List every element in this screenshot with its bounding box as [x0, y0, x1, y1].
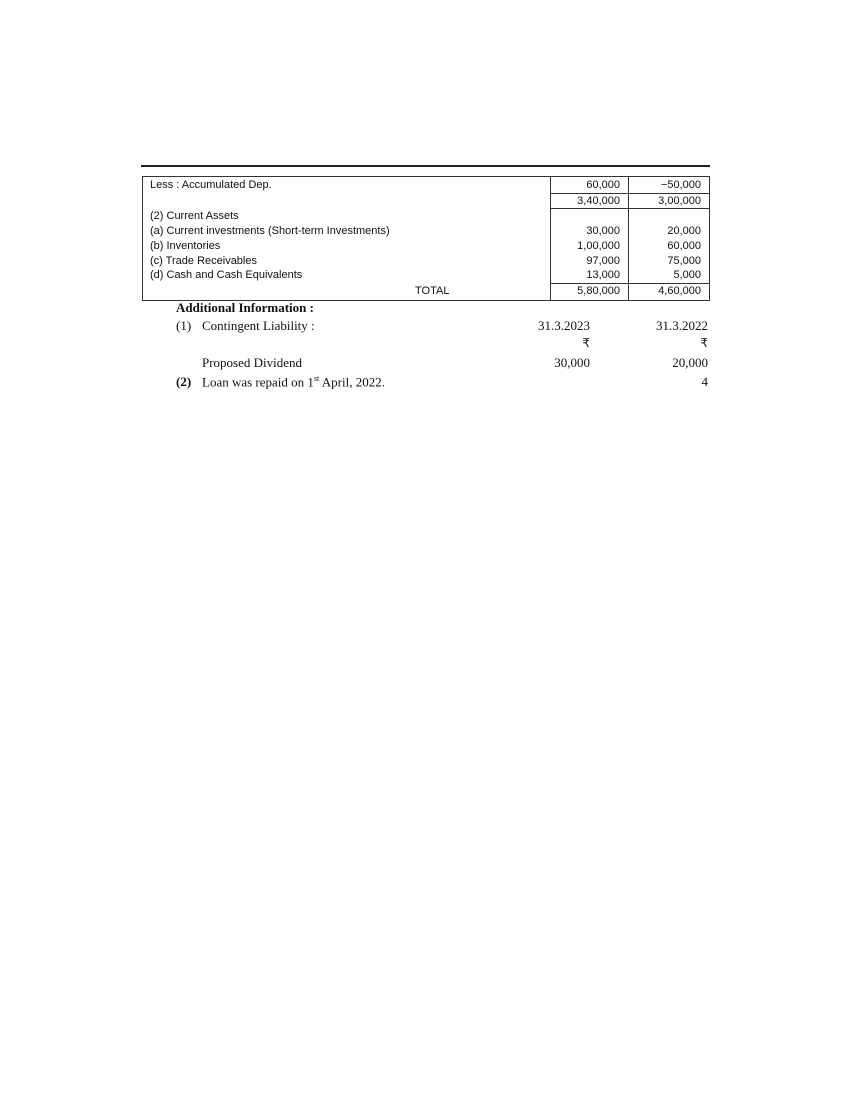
row-label: (b) Inventories: [150, 240, 221, 252]
amount-2022: −50,000: [660, 179, 701, 191]
date-2022: 31.3.2022: [656, 318, 708, 333]
loan-date-text: April, 2022.: [319, 374, 385, 390]
table-row: [143, 268, 709, 282]
amount-2022: 75,000: [667, 255, 701, 267]
date-2023: 31.3.2023: [538, 318, 590, 333]
table-row: [143, 224, 709, 238]
proposed-dividend-label: Proposed Dividend: [202, 355, 303, 370]
additional-info-heading: Additional Information :: [176, 300, 314, 315]
amount-2023: 97,000: [586, 255, 620, 267]
amount-2023: 30,000: [586, 225, 620, 237]
table-row: [143, 239, 709, 253]
rupee-symbol: ₹: [582, 336, 590, 350]
top-rule: [141, 165, 710, 167]
table-row: [143, 254, 709, 268]
amount-2022: 20,000: [667, 225, 701, 237]
row-label: (a) Current investments (Short-term Investments): [150, 225, 390, 237]
total-label: TOTAL: [415, 285, 450, 297]
contingent-liability-label: Contingent Liability :: [202, 318, 315, 333]
amount-2023: 13,000: [586, 269, 620, 281]
amount-2023: 1,00,000: [577, 240, 620, 252]
table-row: [143, 194, 709, 208]
amount-2022: 3,00,000: [658, 195, 701, 207]
ordinal-suffix: st: [313, 374, 320, 383]
item-number: (1): [176, 318, 192, 333]
amount-2022: 5,000: [673, 269, 701, 281]
row-label: (c) Trade Receivables: [150, 255, 257, 267]
amount-2023: 3,40,000: [577, 195, 620, 207]
amount-2022: 60,000: [667, 240, 701, 252]
table-row: [143, 178, 709, 192]
rupee-symbol: ₹: [700, 336, 708, 350]
proposed-dividend-2022: 20,000: [672, 355, 708, 370]
row-label: (d) Cash and Cash Equivalents: [150, 269, 303, 281]
page-number: 4: [701, 374, 708, 389]
amount-2023: 60,000: [586, 179, 620, 191]
total-2022: 4,60,000: [658, 285, 701, 297]
total-row: [143, 284, 709, 298]
total-2023: 5,80,000: [577, 285, 620, 297]
row-label: Less : Accumulated Dep.: [150, 179, 272, 191]
table-row: [143, 209, 709, 223]
balance-sheet-table: [142, 176, 710, 301]
loan-text: Loan was repaid on 1: [202, 374, 314, 390]
loan-repaid-note: [202, 374, 385, 390]
proposed-dividend-2023: 30,000: [554, 355, 590, 370]
section-heading: (2) Current Assets: [150, 210, 239, 222]
item-number: (2): [176, 374, 192, 389]
